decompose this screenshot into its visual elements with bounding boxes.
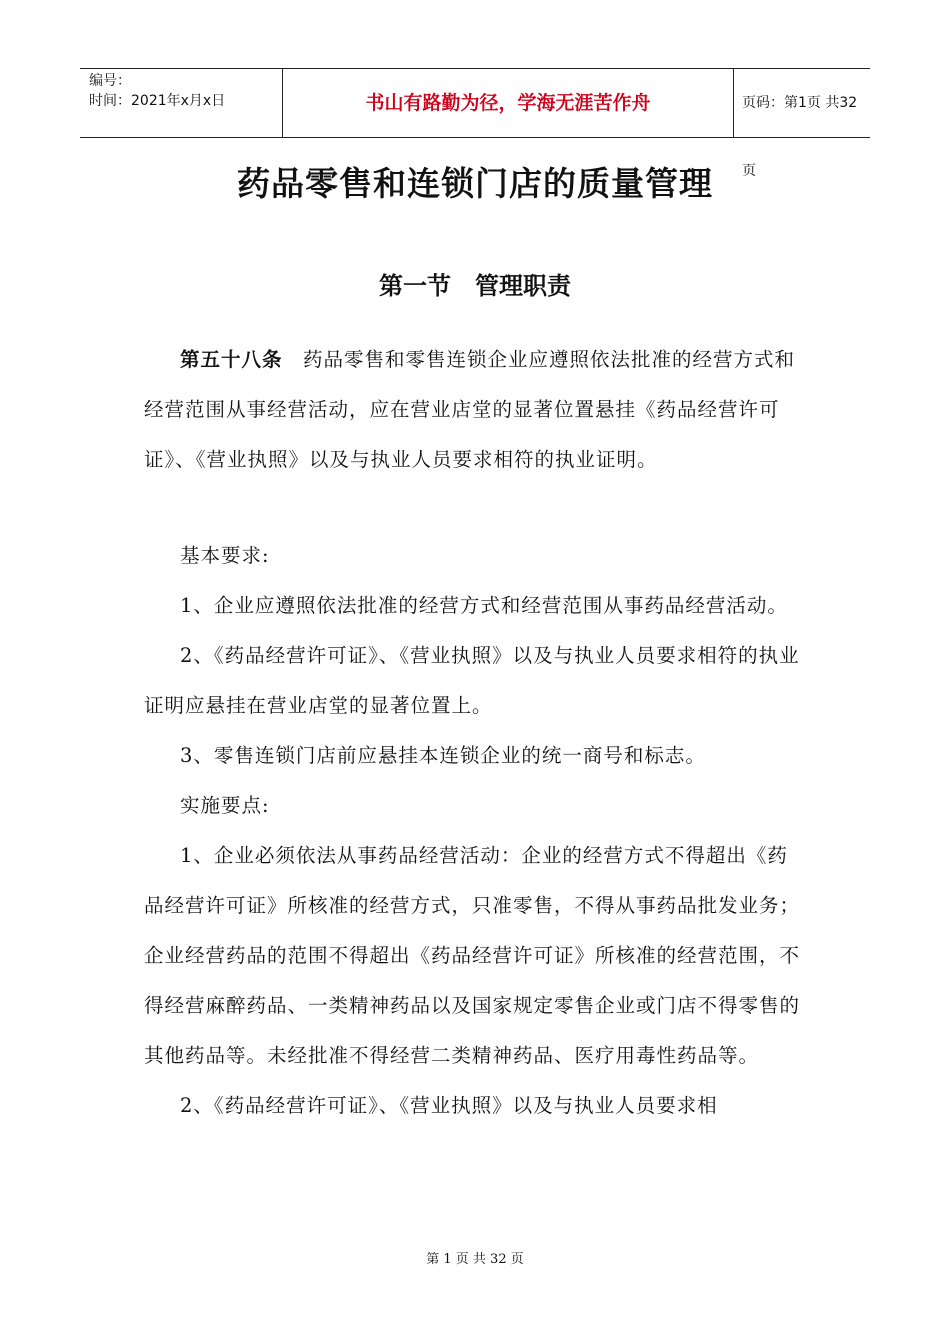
page-footer: 第 1 页 共 32 页 — [426, 1252, 524, 1267]
basic-requirement-item: 1、企业应遵照依法批准的经营方式和经营范围从事药品经营活动。 — [180, 594, 788, 617]
page-header — [80, 68, 870, 179]
article-58 — [144, 335, 808, 485]
implementation-heading: 实施要点: — [180, 794, 270, 817]
document-number-label: 编号： — [89, 73, 131, 89]
article-label: 第五十八条 — [180, 348, 283, 371]
header-motto: 书山有路勤为径，学海无涯苦作舟 — [282, 69, 734, 137]
article-text: 药品零售和零售连锁企业应遵照依法批准的经营方式和经营范围从事经营活动，应在营业店堂的显著位置悬挂《药品经营许可证》、《营业执照》以及与执业人员要求相符的执业证明。 — [144, 348, 796, 471]
implementation-item: 1、企业必须依法从事药品经营活动：企业的经营方式不得超出《药品经营许可证》所核准的经营方式，只准零售，不得从事药品批发业务；企业经营药品的范围不得超出《药品经营许可证》所核准的经营范围，不得经营麻醉药品、一类精神药品以及国家规定零售企业或门店不得零售的其他药品等。未经批准不得经营二类精神药品、医疗用毒性药品等。 — [144, 844, 801, 1067]
paragraph-gap — [144, 485, 808, 531]
basic-requirement-item: 2、《药品经营许可证》、《营业执照》以及与执业人员要求相符的执业证明应悬挂在营业店堂的显著位置上。 — [144, 644, 800, 717]
document-title: 药品零售和连锁门店的质量管理 — [237, 164, 713, 203]
document-body — [144, 335, 808, 1131]
implementation-item: 2、《药品经营许可证》、《营业执照》以及与执业人员要求相 — [180, 1094, 718, 1117]
section-title: 第一节 管理职责 — [379, 272, 571, 300]
document-time-label: 时间：2021年x月x日 — [89, 93, 226, 109]
basic-requirements-heading: 基本要求: — [180, 544, 270, 567]
basic-requirement-item: 3、零售连锁门店前应悬挂本连锁企业的统一商号和标志。 — [180, 744, 706, 767]
header-meta — [80, 69, 282, 137]
header-page-info: 页码：第1页 共32页 — [742, 95, 858, 179]
